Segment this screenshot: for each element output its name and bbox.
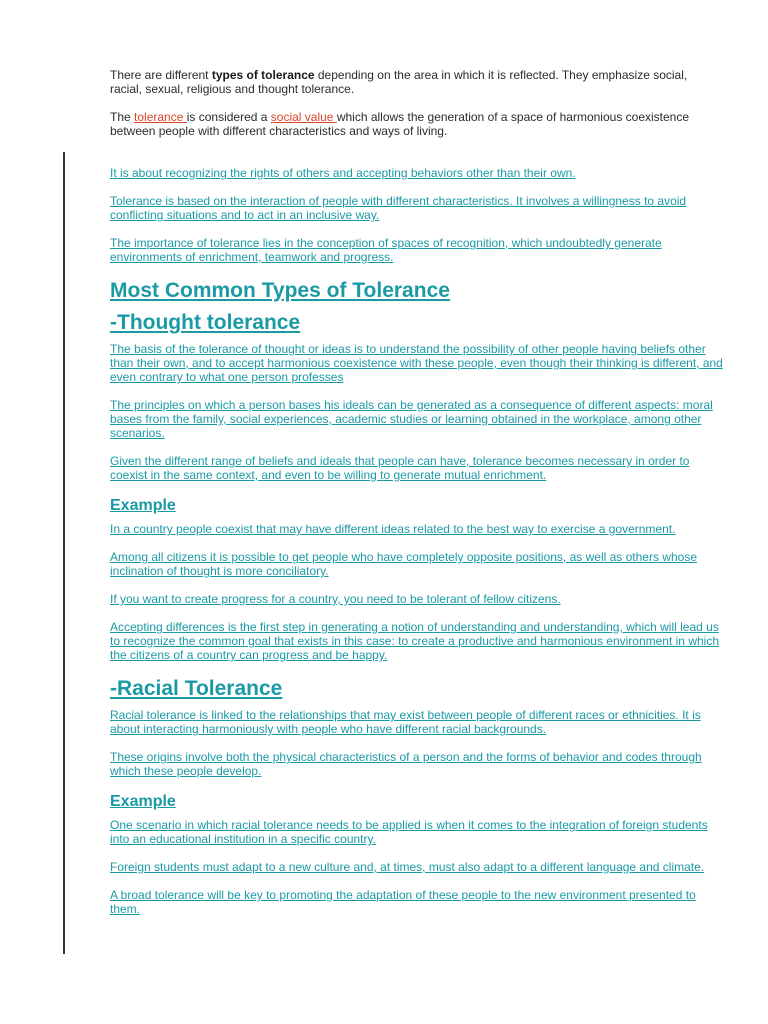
linked-content-block	[110, 166, 728, 930]
intro-text-the: The	[110, 110, 135, 124]
heading-thought-tolerance[interactable]: -Thought tolerance	[110, 311, 301, 334]
intro-paragraph-types	[110, 68, 710, 96]
paragraph-example-progress[interactable]: If you want to create progress for a country, you need to be tolerant of fellow citizens.	[110, 592, 561, 606]
paragraph-thought-basis[interactable]: The basis of the tolerance of thought or ideas is to understand the possibility of other people having beliefs other than their own, and to accept harmonious coexistence with these people, even though their thinking is different, and even contrary to what one person professes	[110, 342, 723, 384]
paragraph-thought-principles[interactable]: The principles on which a person bases his ideals can be generated as a consequence of different aspects: moral bases from the family, social experiences, academic studies or learning obtained in the workplace, among other scenarios.	[110, 398, 713, 440]
paragraph-example-foreign-students[interactable]: Foreign students must adapt to a new culture and, at times, must also adapt to a different language and climate.	[110, 860, 705, 874]
paragraph-recognizing-rights[interactable]: It is about recognizing the rights of others and accepting behaviors other than their own.	[110, 166, 576, 180]
intro-text-end: which allows the generation of a space of harmonious coexistence between people with different characteristics and ways of living.	[110, 110, 690, 138]
heading-most-common-types[interactable]: Most Common Types of Tolerance	[110, 279, 450, 302]
social-value-link[interactable]: social value	[270, 110, 337, 124]
paragraph-thought-range[interactable]: Given the different range of beliefs and ideals that people can have, tolerance becomes necessary in order to coexist in the same context, and even to be willing to generate mutual enrichment.	[110, 454, 690, 482]
paragraph-example-scenario[interactable]: One scenario in which racial tolerance needs to be applied is when it comes to the integration of foreign students into an educational institution in a specific country.	[110, 818, 708, 846]
paragraph-based-on-interaction[interactable]: Tolerance is based on the interaction of people with different characteristics. It involves a willingness to avoid conflicting situations and to act in an inclusive way.	[110, 194, 687, 222]
paragraph-example-country[interactable]: In a country people coexist that may have different ideas related to the best way to exercise a government.	[110, 522, 676, 536]
intro-bold-types-of-tolerance: types of tolerance	[211, 68, 315, 82]
intro-text-after: depending on the area in which it is reflected. They emphasize social, racial, sexual, religious and thought tolerance.	[110, 68, 688, 96]
paragraph-importance[interactable]: The importance of tolerance lies in the conception of spaces of recognition, which undoubtedly generate environments of enrichment, teamwork and progress.	[110, 236, 662, 264]
paragraph-example-broad-tolerance[interactable]: A broad tolerance will be key to promoting the adaptation of these people to the new environment presented to them.	[110, 888, 696, 916]
left-quote-bar	[63, 152, 65, 954]
heading-example-thought[interactable]: Example	[110, 497, 176, 514]
paragraph-racial-linked[interactable]: Racial tolerance is linked to the relationships that may exist between people of different races or ethnicities. It is about interacting harmoniously with people who have different racial backgrounds.	[110, 708, 701, 736]
paragraph-example-accepting[interactable]: Accepting differences is the first step in generating a notion of understanding and understanding, which will lead us to recognize the common goal that exists in this case: to create a productive and harmonious environment in which the citizens of a country can progress and be happy.	[110, 620, 719, 662]
paragraph-example-citizens[interactable]: Among all citizens it is possible to get people who have completely opposite positions, as well as others whose inclination of thought is more conciliatory.	[110, 550, 697, 578]
heading-example-racial[interactable]: Example	[110, 793, 176, 810]
intro-paragraph-social-value	[110, 110, 710, 138]
tolerance-link[interactable]: tolerance	[134, 110, 187, 124]
intro-text-mid: is considered a	[186, 110, 271, 124]
heading-racial-tolerance[interactable]: -Racial Tolerance	[110, 677, 283, 700]
intro-text-before: There are different	[110, 68, 212, 82]
paragraph-racial-origins[interactable]: These origins involve both the physical characteristics of a person and the forms of behavior and codes through which these people develop.	[110, 750, 702, 778]
